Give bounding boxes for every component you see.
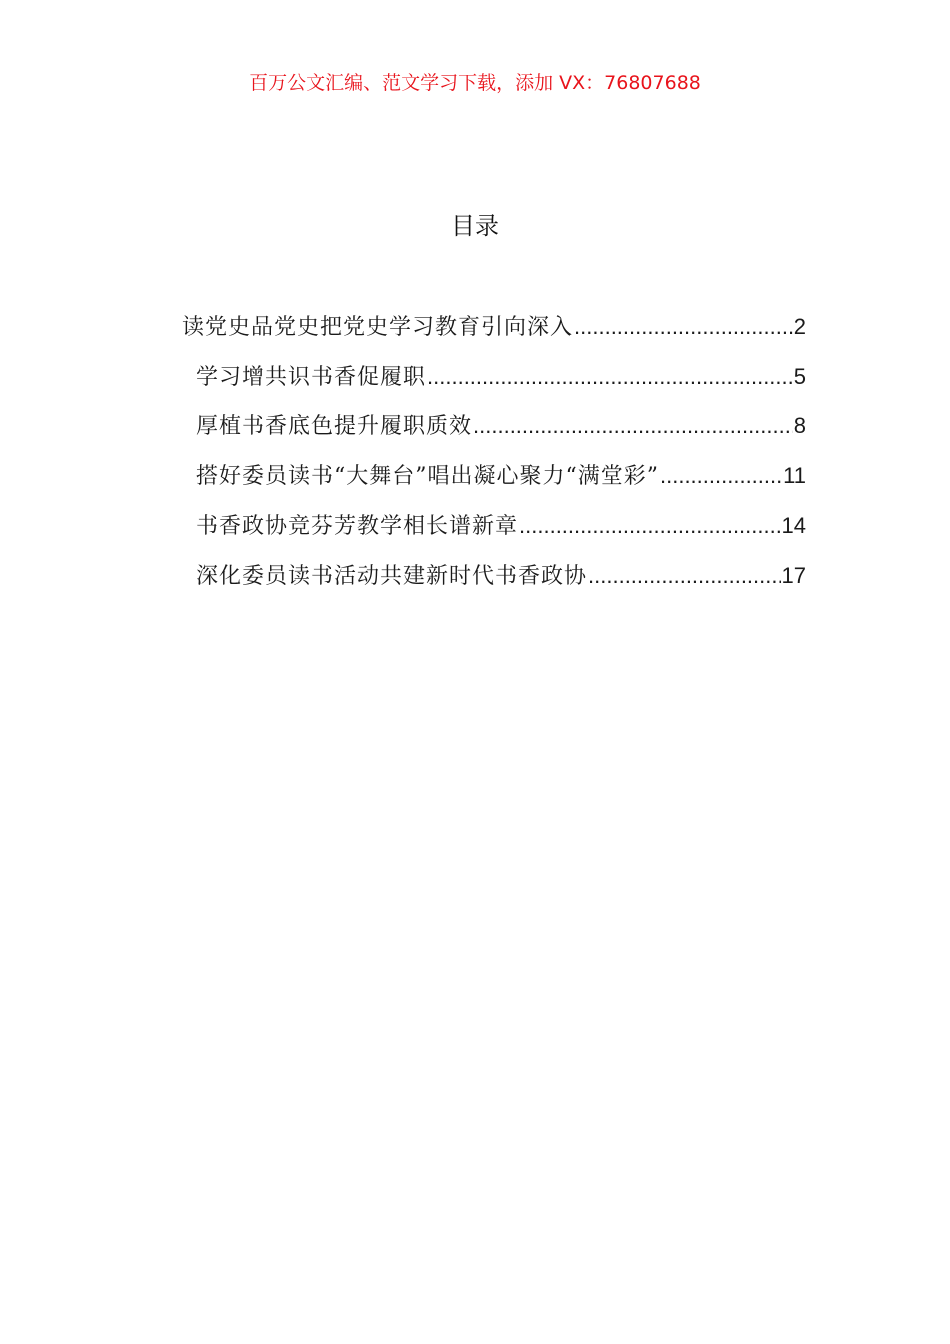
toc-entry-label: 读党史品党史把党史学习教育引向深入: [182, 315, 574, 340]
toc-entry[interactable]: [196, 509, 806, 540]
toc-entry[interactable]: [196, 360, 806, 391]
toc-entry-label: 学习增共识书香促履职: [196, 365, 427, 390]
toc-title: 目录: [451, 212, 499, 240]
toc-entry-page: 11: [783, 463, 806, 488]
toc-dot-leader: [588, 563, 781, 589]
toc-entry-label: 搭好委员读书“大舞台”唱出凝心聚力“满堂彩”: [196, 464, 659, 489]
toc-entry-page: 2: [793, 314, 806, 339]
toc-entry[interactable]: [196, 559, 806, 590]
toc-entry-label: 厚植书香底色提升履职质效: [196, 414, 473, 439]
toc-dot-leader: [427, 364, 793, 390]
toc-dot-leader: [574, 314, 793, 340]
toc-entry-page: 5: [793, 364, 806, 389]
toc-entry[interactable]: [196, 459, 806, 490]
toc-dot-leader: [519, 513, 781, 539]
toc-dot-leader: [473, 413, 793, 439]
watermark-header: 百万公文汇编、范文学习下载，添加 VX：76807688: [249, 72, 701, 94]
toc-entry-label: 书香政协竞芬芳教学相长谱新章: [196, 514, 519, 539]
toc-entry[interactable]: [196, 409, 806, 440]
toc-dot-leader: [660, 463, 782, 489]
toc-entry[interactable]: [182, 310, 806, 341]
toc-entry-label: 深化委员读书活动共建新时代书香政协: [196, 564, 588, 589]
toc-entry-page: 17: [781, 563, 806, 588]
toc-entry-page: 8: [793, 413, 806, 438]
toc-entry-page: 14: [781, 513, 806, 538]
